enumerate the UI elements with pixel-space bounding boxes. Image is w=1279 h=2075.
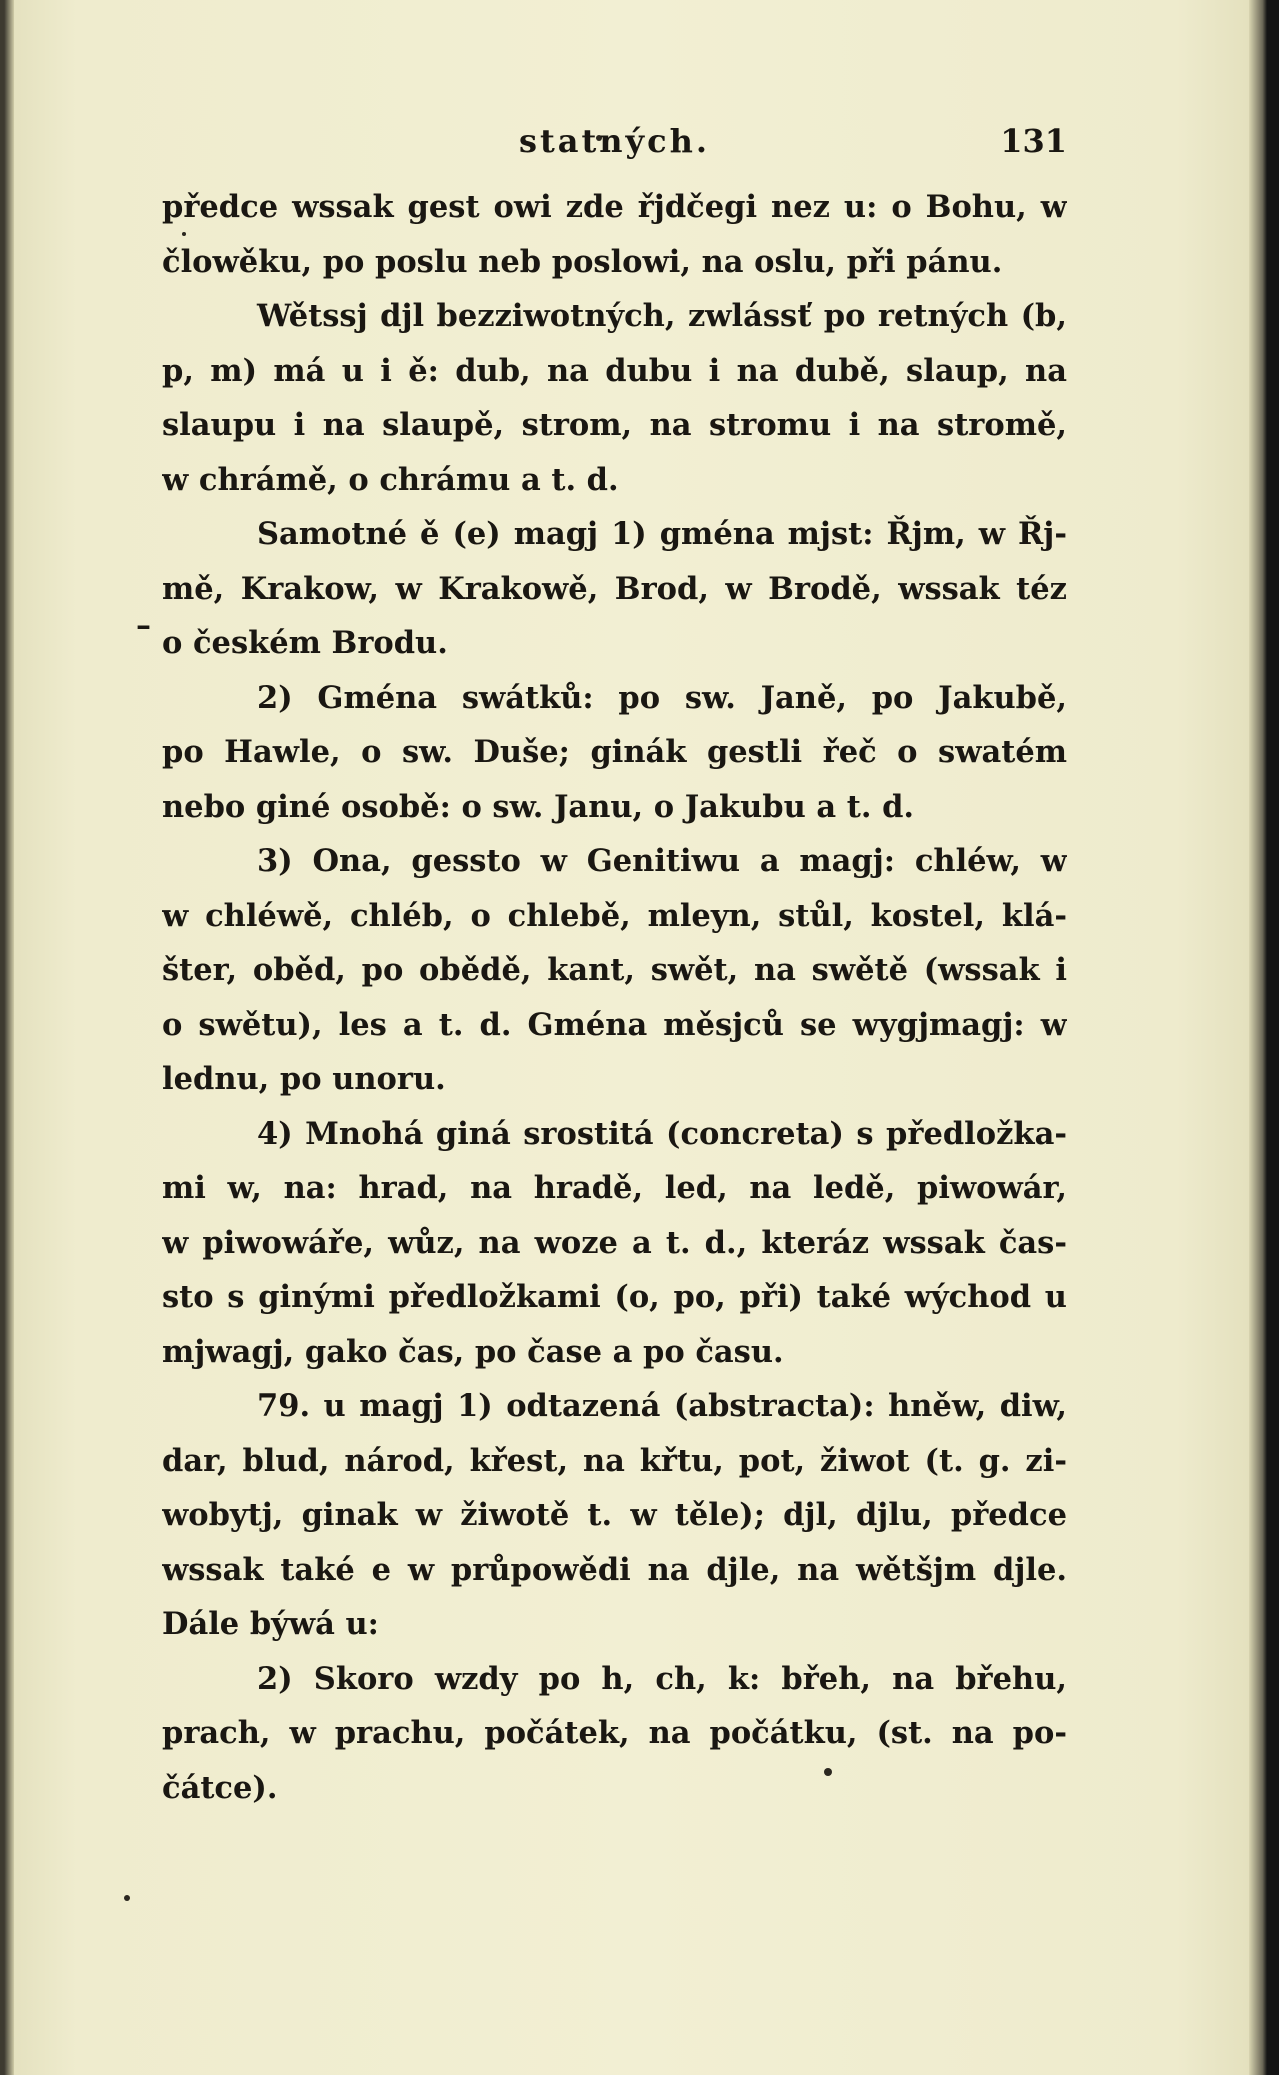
text-line: předce wssak gest owi zde řjdčegi nez u: o Bohu, w — [162, 189, 1067, 225]
text-line: wssak také e w průpowědi na djle, na wětšjm djle. — [162, 1551, 1067, 1588]
running-head: statných. — [518, 122, 711, 160]
page-left-edge — [0, 0, 14, 2075]
text-line: 4) Mnohá giná srostitá (concreta) s předložka- — [257, 1115, 1067, 1152]
text-line: dar, blud, národ, křest, na křtu, pot, žiwot (t. g. zi- — [162, 1442, 1067, 1479]
text-line: p, m) má u i ě: dub, na dubu i na dubě, slaup, na — [162, 352, 1067, 389]
text-line: wobytj, ginak w žiwotě t. w těle); djl, djlu, předce — [162, 1497, 1067, 1533]
text-line: 2) Skoro wzdy po h, ch, k: břeh, na břehu, — [257, 1660, 1067, 1697]
text-line: w chléwě, chléb, o chlebě, mleyn, stůl, kostel, klá- — [162, 897, 1067, 934]
text-line: člowěku, po poslu neb poslowi, na oslu, při pánu. — [162, 243, 1003, 280]
text-line: po Hawle, o sw. Duše; ginák gestli řeč o swatém — [162, 734, 1067, 770]
text-line: Samotné ě (e) magj 1) gména mjst: Řjm, w Řj- — [257, 516, 1067, 552]
page-number: 131 — [1000, 122, 1067, 160]
text-line: mě, Krakow, w Krakowě, Brod, w Brodě, wssak téz — [162, 570, 1067, 607]
ink-speck — [124, 1895, 130, 1901]
text-line: prach, w prachu, počátek, na počátku, (st. na po- — [162, 1715, 1067, 1751]
page-right-edge — [1249, 0, 1279, 2075]
text-line: sto s ginými předložkami (o, po, při) také wýchod u — [162, 1279, 1067, 1315]
text-line: mjwagj, gako čas, po čase a po času. — [162, 1333, 784, 1370]
text-line: w piwowáře, wůz, na woze a t. d., kteráz wssak čas- — [162, 1224, 1067, 1261]
page-text — [162, 118, 1067, 1815]
text-line: 3) Ona, gessto w Genitiwu a magj: chléw, w — [257, 843, 1067, 879]
text-line: w chrámě, o chrámu a t. d. — [162, 461, 619, 498]
text-line: nebo giné osobě: o sw. Janu, o Jakubu a t. d. — [162, 788, 915, 825]
text-line: o swětu), les a t. d. Gména měsjců se wygjmagj: w — [162, 1006, 1067, 1043]
margin-dash: – — [136, 608, 151, 643]
text-line: 79. u magj 1) odtazená (abstracta): hněw, diw, — [257, 1388, 1067, 1424]
text-line: mi w, na: hrad, na hradě, led, na ledě, piwowár, — [162, 1170, 1067, 1206]
text-line: lednu, po unoru. — [162, 1061, 446, 1097]
text-line: slaupu i na slaupě, strom, na stromu i na stromě, — [162, 407, 1067, 443]
page-header — [162, 118, 1067, 180]
text-line: 2) Gména swátků: po sw. Janě, po Jakubě, — [257, 679, 1067, 716]
text-line: šter, oběd, po obědě, kant, swět, na swětě (wssak i — [162, 952, 1067, 988]
text-line: o českém Brodu. — [162, 625, 448, 661]
text-line: čátce). — [162, 1769, 278, 1806]
text-line: Wětssj djl bezziwotných, zwlássť po retných (b, — [257, 298, 1067, 334]
text-line: Dále býwá u: — [162, 1606, 379, 1642]
